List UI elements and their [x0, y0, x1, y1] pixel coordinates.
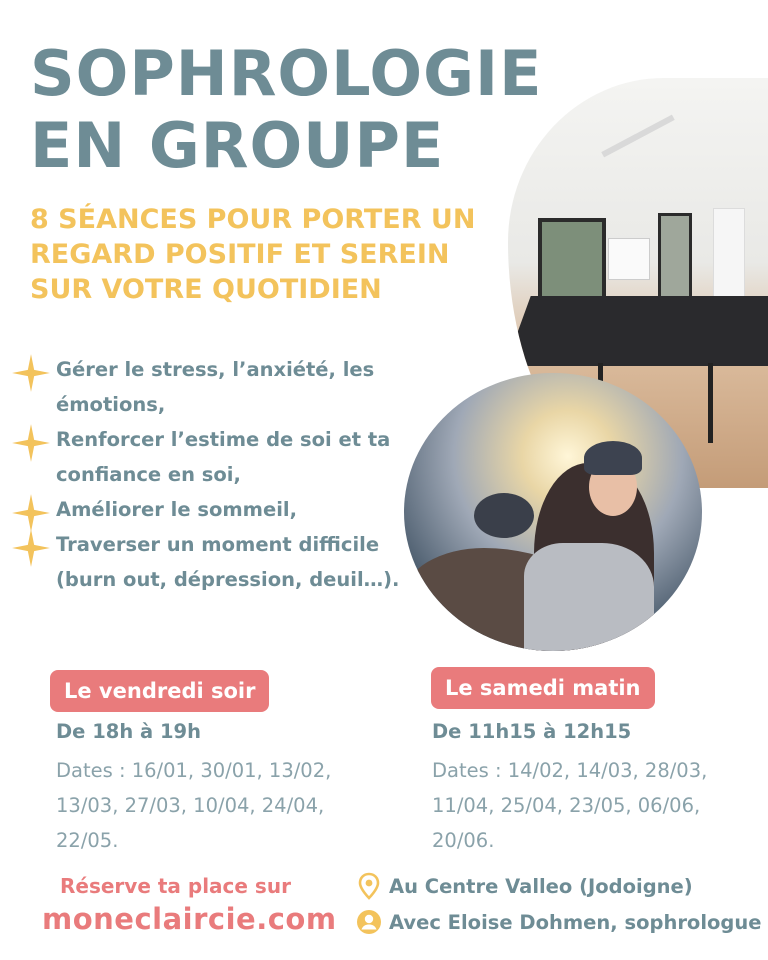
benefit-text: Gérer le stress, l’anxiété, les	[56, 358, 375, 381]
photo-coat	[524, 543, 654, 651]
subtitle-line-1: 8 SÉANCES POUR PORTER UN	[30, 204, 476, 235]
benefit-item-sleep	[10, 492, 430, 527]
benefit-text: confiance en soi,	[56, 463, 241, 486]
saturday-session-dates	[432, 753, 732, 858]
table-leg	[708, 363, 713, 443]
dates-line: 20/06.	[432, 829, 495, 852]
benefits-list	[10, 352, 430, 597]
person-icon	[355, 908, 383, 936]
benefit-item-difficult-moment	[10, 527, 430, 597]
website-link[interactable]: moneclaircie.com	[42, 902, 337, 936]
dates-line: Dates : 14/02, 14/03, 28/03,	[432, 759, 708, 782]
photo-hat	[584, 441, 642, 475]
person-text: Avec Eloise Dohmen, sophrologue	[389, 910, 762, 934]
title-line-2: EN GROUPE	[30, 109, 445, 182]
subtitle-line-3: SUR VOTRE QUOTIDIEN	[30, 274, 382, 305]
room-table	[508, 296, 768, 366]
location-pin-icon	[355, 872, 383, 900]
dates-line: 22/05.	[56, 829, 119, 852]
sparkle-icon	[10, 352, 52, 394]
dates-line: Dates : 16/01, 30/01, 13/02,	[56, 759, 332, 782]
friday-session-time: De 18h à 19h	[56, 720, 201, 743]
subtitle	[30, 202, 530, 307]
room-whiteboard	[608, 238, 650, 280]
snow-woman-photo	[404, 373, 702, 651]
benefit-text: Améliorer le sommeil,	[56, 498, 297, 521]
sparkle-icon	[10, 527, 52, 569]
benefit-text: (burn out, dépression, deuil…).	[56, 568, 400, 591]
saturday-session-time: De 11h15 à 12h15	[432, 720, 632, 743]
benefit-text: émotions,	[56, 393, 166, 416]
title-line-1: SOPHROLOGIE	[30, 37, 543, 110]
benefit-text: Renforcer l’estime de soi et ta	[56, 428, 391, 451]
saturday-session-badge: Le samedi matin	[431, 667, 655, 709]
page-title	[30, 38, 542, 182]
location-info	[355, 872, 693, 900]
dates-line: 13/03, 27/03, 10/04, 24/04,	[56, 794, 325, 817]
ceiling-light-rail	[601, 115, 674, 158]
benefit-text: Traverser un moment difficile	[56, 533, 380, 556]
room-radiator	[713, 208, 745, 310]
friday-session-dates	[56, 753, 356, 858]
location-text: Au Centre Valleo (Jodoigne)	[389, 874, 693, 898]
photo-mittens	[474, 493, 534, 538]
friday-session-badge: Le vendredi soir	[50, 670, 269, 712]
subtitle-line-2: REGARD POSITIF ET SEREIN	[30, 239, 450, 270]
benefit-item-stress	[10, 352, 430, 422]
dates-line: 11/04, 25/04, 23/05, 06/06,	[432, 794, 701, 817]
person-info	[355, 908, 761, 936]
benefit-item-esteem	[10, 422, 430, 492]
sparkle-icon	[10, 422, 52, 464]
reserve-text: Réserve ta place sur	[60, 874, 291, 898]
